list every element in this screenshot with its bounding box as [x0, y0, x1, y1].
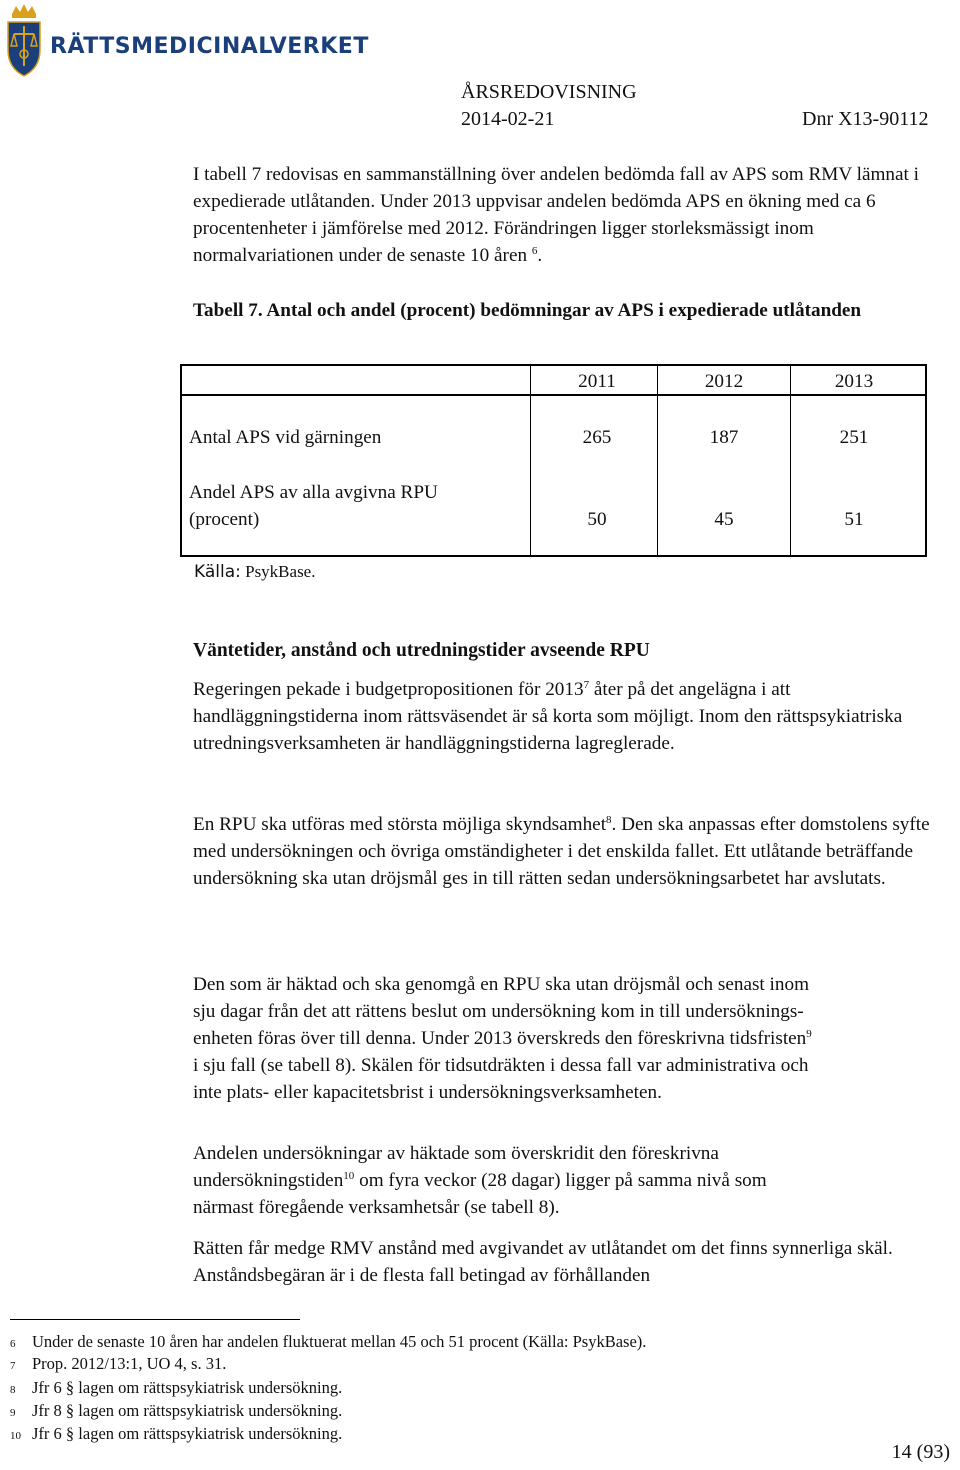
- table-cell: 251: [839, 427, 869, 448]
- paragraph: Regeringen pekade i budgetpropositionen för 2013$^7$ åter på det angelägna i att handläggningstiderna inom rättsväsendet är så korta som möjligt. Inom den rättspsykiatriska utredningsverksamheten är handläggningstiderna lagreglerade.: [193, 679, 903, 754]
- footnote-ref: 9: [806, 1028, 812, 1040]
- row-label: Antal APS vid gärningen: [189, 427, 382, 448]
- doc-number: Dnr X13-90112: [802, 108, 929, 130]
- footnote-ref: 10: [343, 1170, 355, 1182]
- footnote: 8 Jfr 6 § lagen om rättspsykiatrisk undersökning.: [10, 1378, 343, 1397]
- row-label: Andel APS av alla avgivna RPU: [189, 482, 438, 503]
- footnote-ref: 6: [531, 245, 538, 257]
- intro-paragraph: I tabell 7 redovisas en sammanställning över andelen bedömda fall av APS som RMV lämnat i expedierade utlåtanden. Under 2013 uppvisar andelen bedömda APS en ökning med ca 6 procentenheter i jämförelse med 2012. Förändringen ligger storleksmässigt inom normalvariationen under de senaste 10 åren $^6$.: [193, 164, 919, 266]
- data-table: [180, 364, 927, 557]
- paragraph: Andelen undersökningar av häktade som överskridit den föreskrivna undersökningstiden$^{10}$ om fyra veckor (28 dagar) ligger på samma nivå som närmast föregående verksamhetsår (se tabell 8).: [193, 1143, 767, 1218]
- table-cell: 51: [844, 509, 864, 530]
- doc-date: 2014-02-21: [461, 108, 555, 130]
- footnote-ref: 8: [606, 814, 612, 826]
- row-label: (procent): [189, 509, 260, 530]
- year-header: 2012: [704, 371, 744, 392]
- table-cell: 187: [709, 427, 739, 448]
- footnote: 7 Prop. 2012/13:1, UO 4, s. 31.: [10, 1354, 227, 1373]
- year-header: 2011: [578, 371, 616, 392]
- footnote: 9 Jfr 8 § lagen om rättspsykiatrisk undersökning.: [10, 1401, 343, 1420]
- table-cell: 50: [587, 509, 607, 530]
- org-name: RÄTTSMEDICINALVERKET: [50, 34, 369, 59]
- footnote: 10 Jfr 6 § lagen om rättspsykiatrisk undersökning.: [10, 1424, 343, 1443]
- table-source: Källa: PsykBase.: [194, 562, 316, 582]
- table-divider: [790, 366, 791, 555]
- coat-of-arms-icon: [4, 2, 44, 80]
- paragraph: En RPU ska utföras med största möjliga skyndsamhet$^8$. Den ska anpassas efter domstolens syfte med undersökningen och övriga omständigheter i det enskilda fallet. Ett utlåtande beträffande undersökning ska utan dröjsmål ges in till rätten sedan undersökningsarbetet har avslutats.: [193, 814, 930, 889]
- table-cell: 265: [582, 427, 612, 448]
- paragraph: Den som är häktad och ska genomgå en RPU ska utan dröjsmål och senast inom sju dagar från det att rättens beslut om undersökning kom in till undersöknings- enheten föras över till denna. Under 2013 överskreds den föreskrivna tidsfristen$^9$ i sju fall (se tabell 8). Skälen för tidsutdräkten i dessa fall var administrativa och inte plats- eller kapacitetsbrist i undersökningsverksamheten.: [193, 974, 812, 1103]
- table-cell: 45: [714, 509, 734, 530]
- paragraph: Rätten får medge RMV anstånd med avgivandet av utlåtandet om det finns synnerliga skäl. Anståndsbegäran är i de flesta fall betingad av förhållanden: [193, 1238, 893, 1286]
- table-divider: [657, 366, 658, 555]
- table-rule: [182, 394, 531, 396]
- section-heading: Väntetider, anstånd och utredningstider avseende RPU: [193, 640, 650, 661]
- footnote: 6 Under de senaste 10 åren har andelen fluktuerat mellan 45 och 51 procent (Källa: PsykBase).: [10, 1332, 647, 1351]
- table-divider: [530, 366, 531, 555]
- table-caption: Tabell 7. Antal och andel (procent) bedömningar av APS i expedierade utlåtanden: [193, 300, 862, 321]
- page-number: 14 (93): [891, 1441, 950, 1463]
- footnote-separator: [10, 1319, 300, 1320]
- year-header: 2013: [834, 371, 874, 392]
- doc-type: ÅRSREDOVISNING: [461, 81, 637, 103]
- footnote-ref: 7: [583, 679, 590, 691]
